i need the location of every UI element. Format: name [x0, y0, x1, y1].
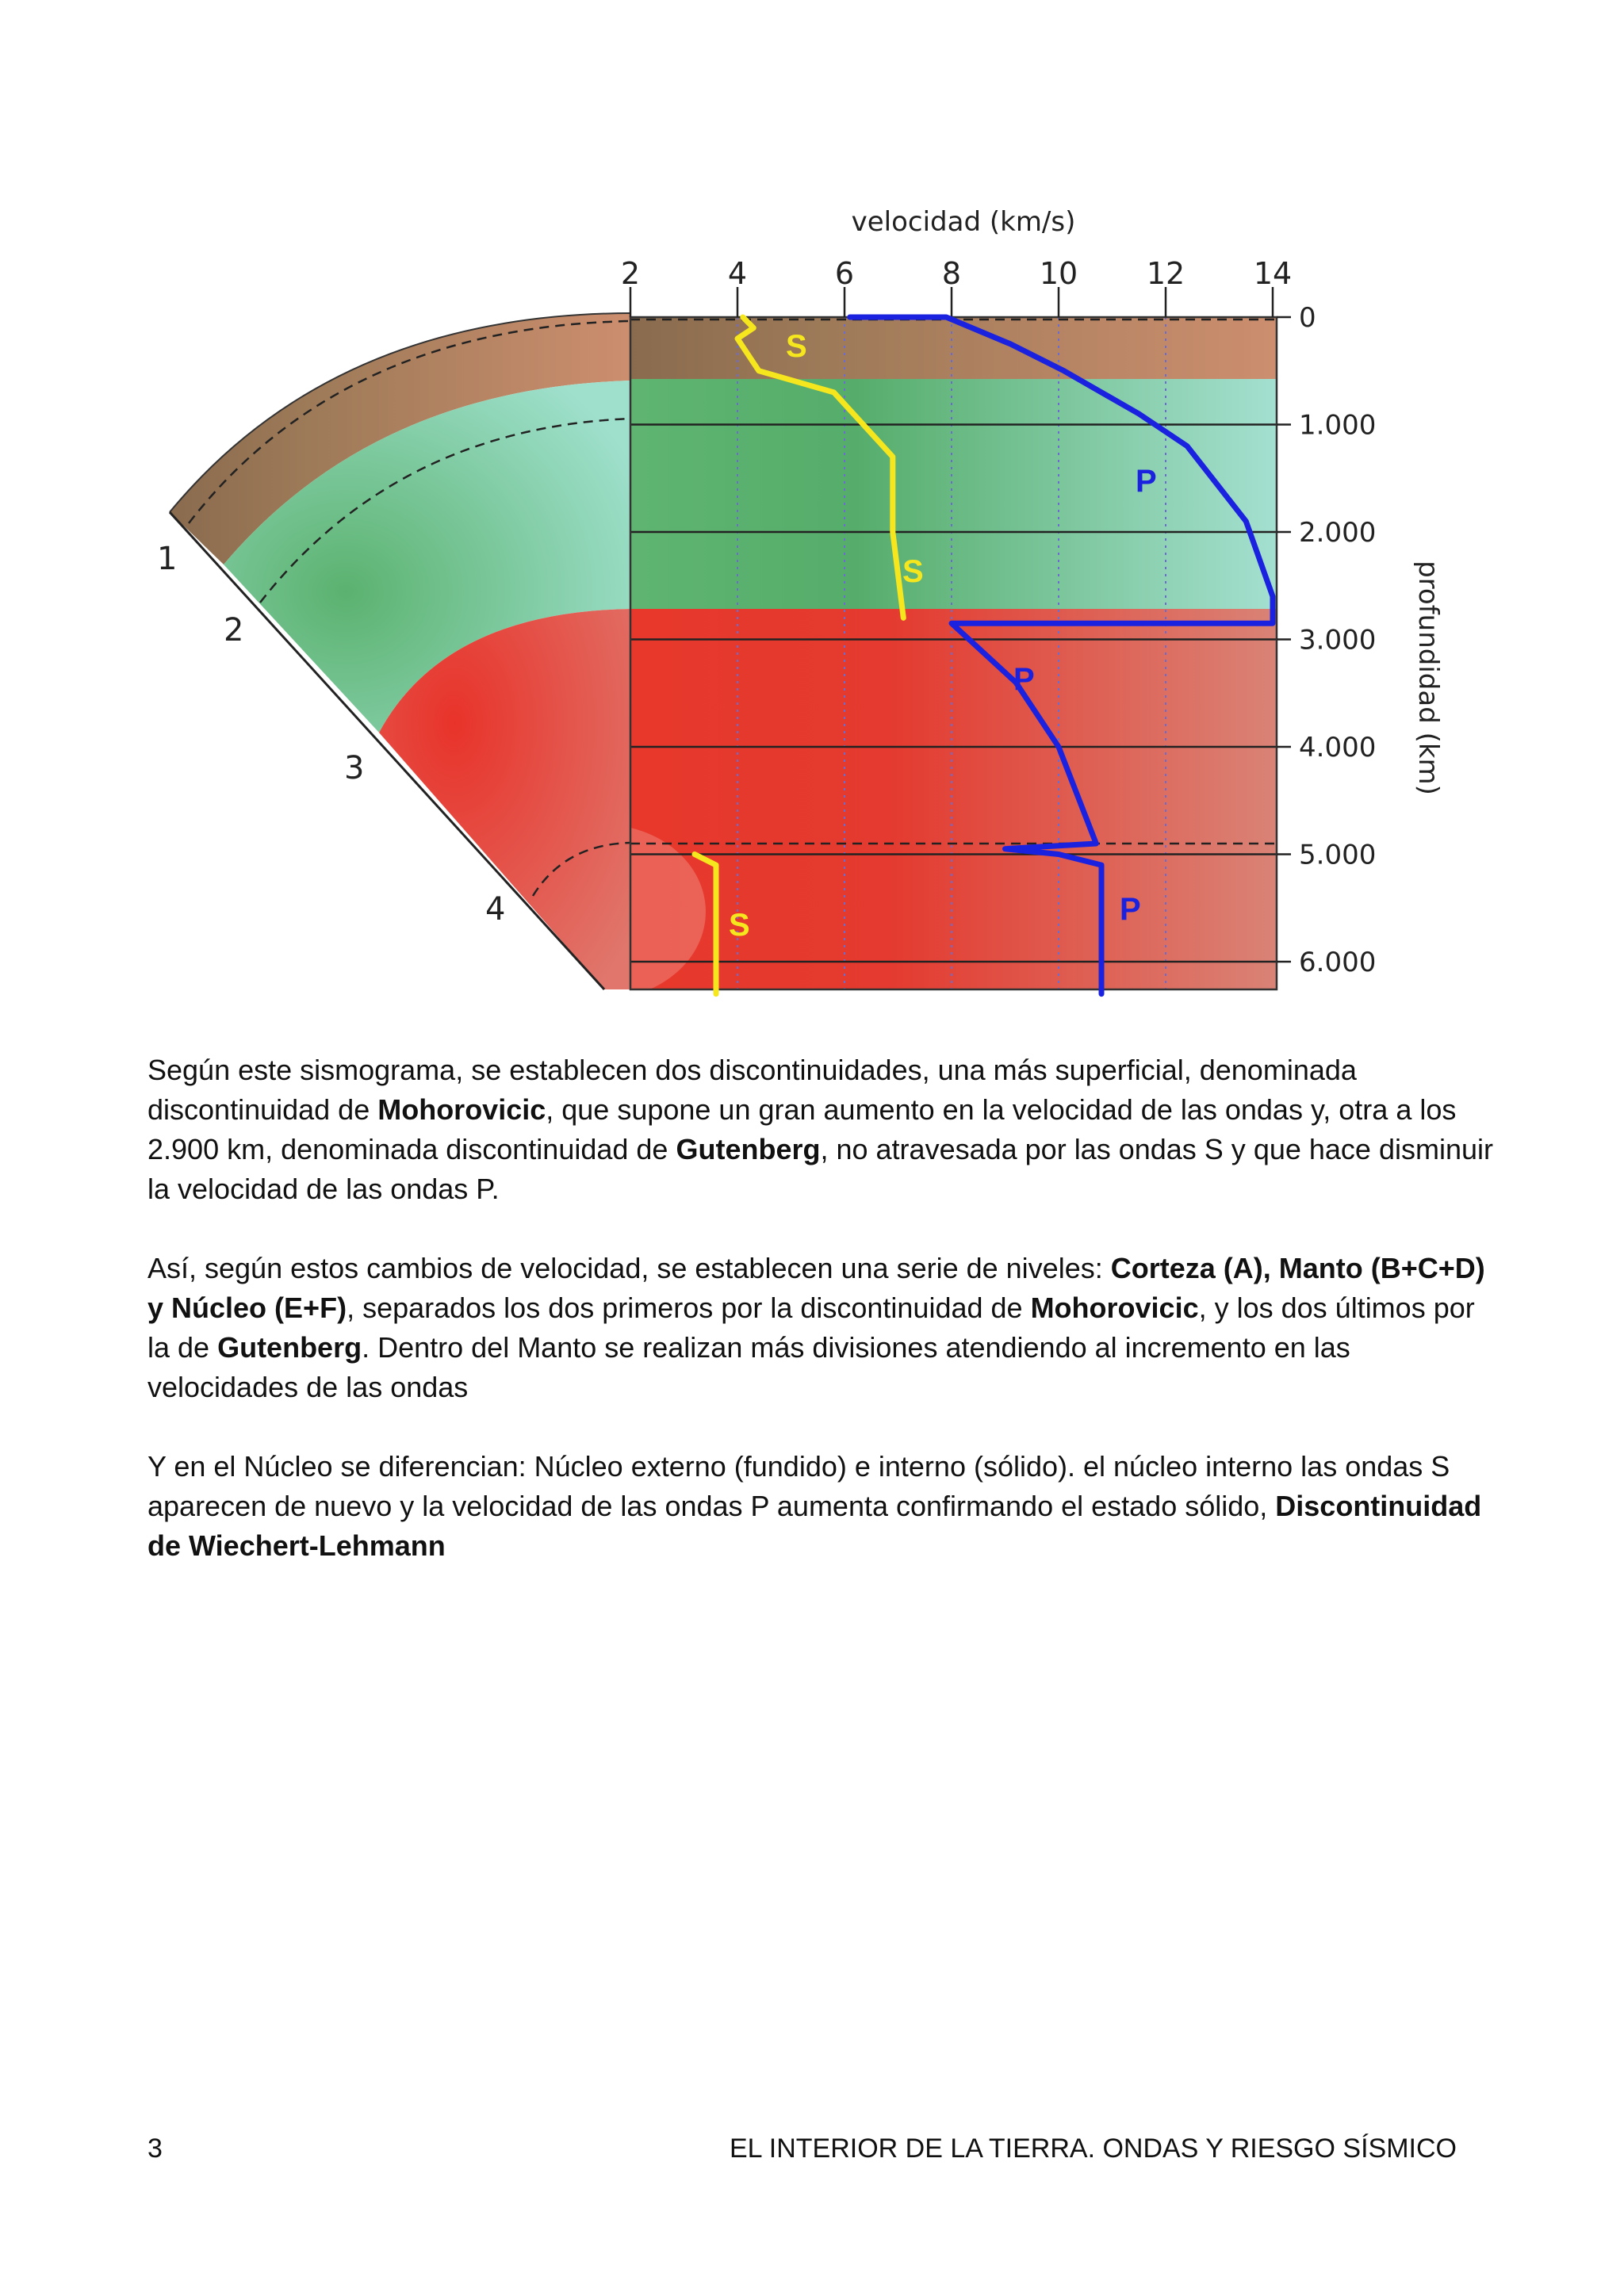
p1-bold-gutenberg: Gutenberg — [676, 1133, 821, 1165]
y-tick-label: 0 — [1299, 302, 1316, 334]
x-tick-label: 4 — [727, 256, 748, 291]
p2-bold-mohorovicic: Mohorovicic — [1030, 1292, 1199, 1324]
paragraph-3 — [147, 1447, 1496, 1566]
p1-text-c: , que supone un gran aumento en la velocidad de las ondas y, otra a los 2.900 km, denominada discontinuidad de — [147, 1093, 1457, 1165]
p2-text-e: , y los dos últimos por la de — [147, 1292, 1475, 1364]
page-number: 3 — [147, 2133, 163, 2164]
footer-title: EL INTERIOR DE LA TIERRA. ONDAS Y RIESGO SÍSMICO — [730, 2133, 1457, 2164]
p3-bold-wiechert-lehmann: Discontinuidad de Wiechert-Lehmann — [147, 1490, 1482, 1562]
wave-label-p-3: P — [1120, 892, 1141, 927]
paragraph-2 — [147, 1249, 1496, 1407]
x-tick-label: 12 — [1146, 256, 1185, 291]
mantle-layer — [630, 379, 1277, 609]
x-tick-label: 8 — [941, 256, 962, 291]
wave-label-s-2: S — [902, 554, 924, 589]
p2-bold-gutenberg: Gutenberg — [217, 1331, 362, 1364]
wave-label-p-2: P — [1013, 662, 1035, 697]
wave-label-s-1: S — [786, 329, 807, 364]
x-tick-label: 14 — [1253, 256, 1293, 291]
wave-label-s-3: S — [729, 908, 750, 943]
crust-layer — [630, 317, 1277, 379]
x-axis-label: velocidad (km/s) — [851, 206, 1076, 238]
layer-number-3: 3 — [344, 750, 365, 786]
p1-text-e: , no atravesada por las ondas S y que hace disminuir la velocidad de las ondas P. — [147, 1133, 1493, 1205]
y-axis-label: profundidad (km) — [1412, 561, 1444, 795]
layer-number-2: 2 — [224, 612, 244, 649]
layer-number-1: 1 — [157, 541, 178, 577]
core-layer — [630, 609, 1277, 989]
earth-section-sector — [157, 313, 630, 989]
wave-label-p-1: P — [1136, 464, 1157, 499]
x-tick-label: 10 — [1039, 256, 1078, 291]
p2-text-g: . Dentro del Manto se realizan más divisiones atendiendo al incremento en las velocidades de las ondas — [147, 1331, 1350, 1403]
paragraph-1 — [147, 1050, 1496, 1209]
y-tick-label: 2.000 — [1299, 517, 1377, 549]
y-tick-label: 1.000 — [1299, 409, 1377, 442]
p2-text-c: , separados los dos primeros por la discontinuidad de — [347, 1292, 1031, 1324]
plot-area — [500, 206, 1444, 999]
p2-bold-levels: Corteza (A), Manto (B+C+D) y Núcleo (E+F) — [147, 1252, 1485, 1324]
x-axis — [621, 256, 1292, 317]
x-tick-label: 6 — [834, 256, 855, 291]
y-tick-label: 4.000 — [1299, 732, 1377, 763]
y-tick-label: 6.000 — [1299, 947, 1377, 978]
p3-text-a: Y en el Núcleo se diferencian: Núcleo externo (fundido) e interno (sólido). el núcleo interno las ondas S aparecen de nuevo y la velocidad de las ondas P aumenta confirmando el estado sólido, — [147, 1450, 1450, 1522]
y-tick-label: 3.000 — [1299, 624, 1377, 656]
y-tick-label: 5.000 — [1299, 839, 1377, 871]
seismogram-figure — [0, 0, 1624, 1031]
p1-text-a: Según este sismograma, se establecen dos discontinuidades, una más superficial, denominada discontinuidad de — [147, 1054, 1357, 1126]
p1-bold-mohorovicic: Mohorovicic — [377, 1093, 546, 1126]
layer-number-4: 4 — [485, 891, 506, 928]
y-axis — [1277, 302, 1376, 978]
x-tick-label: 2 — [620, 256, 641, 291]
p2-text-a: Así, según estos cambios de velocidad, se establecen una serie de niveles: — [147, 1252, 1111, 1284]
